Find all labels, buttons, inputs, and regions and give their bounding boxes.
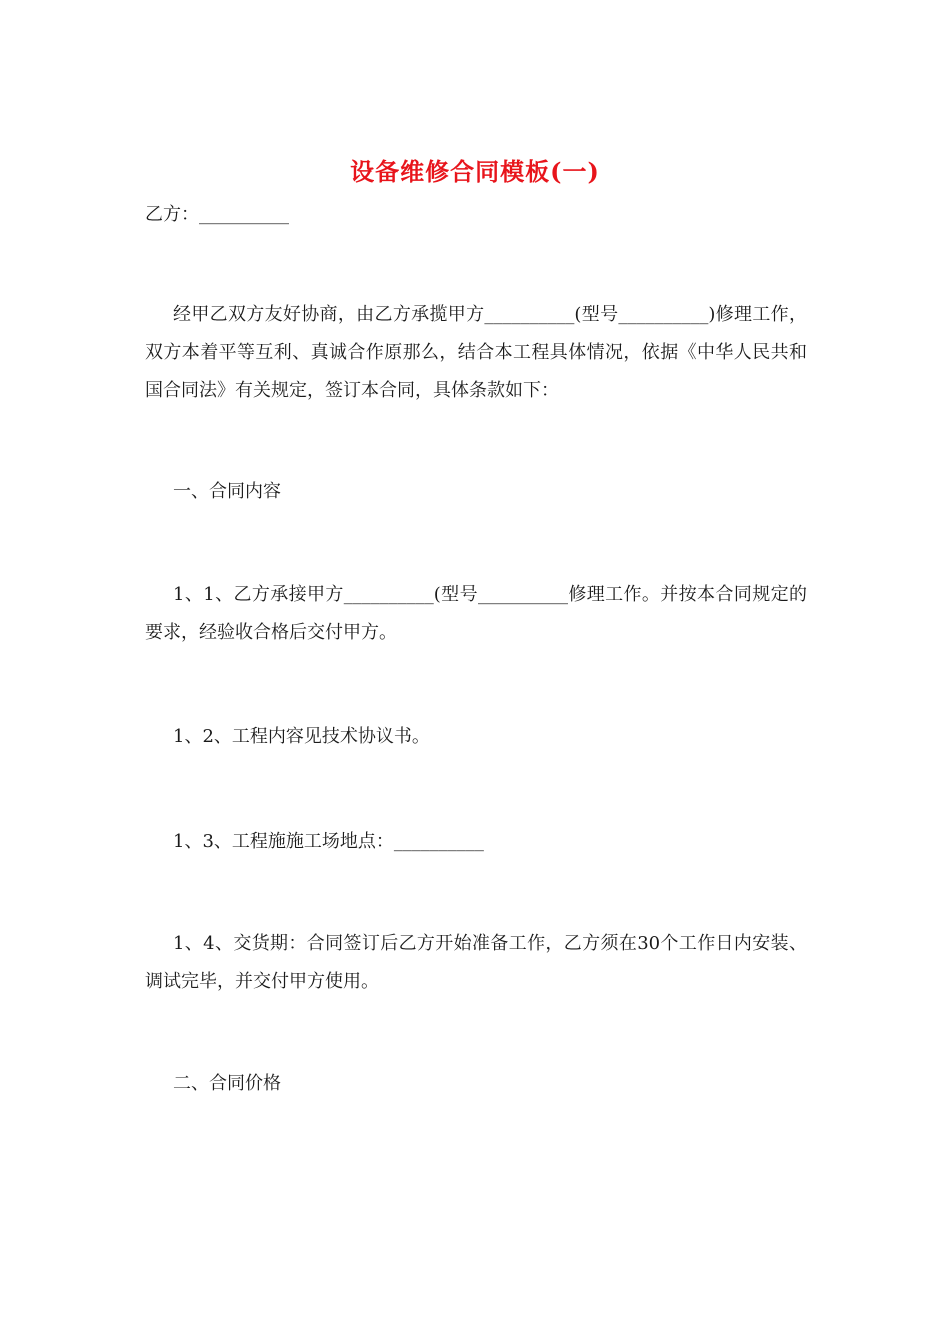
clause-1-1: 1、1、乙方承接甲方__________(型号__________修理工作。并按本合同规定的要求，经验收合格后交付甲方。 [145,584,807,643]
section-1-heading: 一、合同内容 [173,481,281,502]
clause-1-3: 1、3、工程施施工场地点：__________ [173,831,484,852]
intro-paragraph: 经甲乙双方友好协商，由乙方承揽甲方__________(型号__________)修理工作，双方本着平等互利、真诚合作原那么，结合本工程具体情况，依据《中华人民共和国合同法》有关规定，签订本合同，具体条款如下： [145,304,807,401]
party-b-line: 乙方：__________ [145,204,289,225]
document-title: 设备维修合同模板(一) [350,157,600,186]
section-2-heading: 二、合同价格 [173,1073,281,1094]
clause-1-2: 1、2、工程内容见技术协议书。 [173,726,430,747]
clause-1-4: 1、4、交货期：合同签订后乙方开始准备工作，乙方须在30个工作日内安装、调试完毕，并交付甲方使用。 [145,933,807,992]
